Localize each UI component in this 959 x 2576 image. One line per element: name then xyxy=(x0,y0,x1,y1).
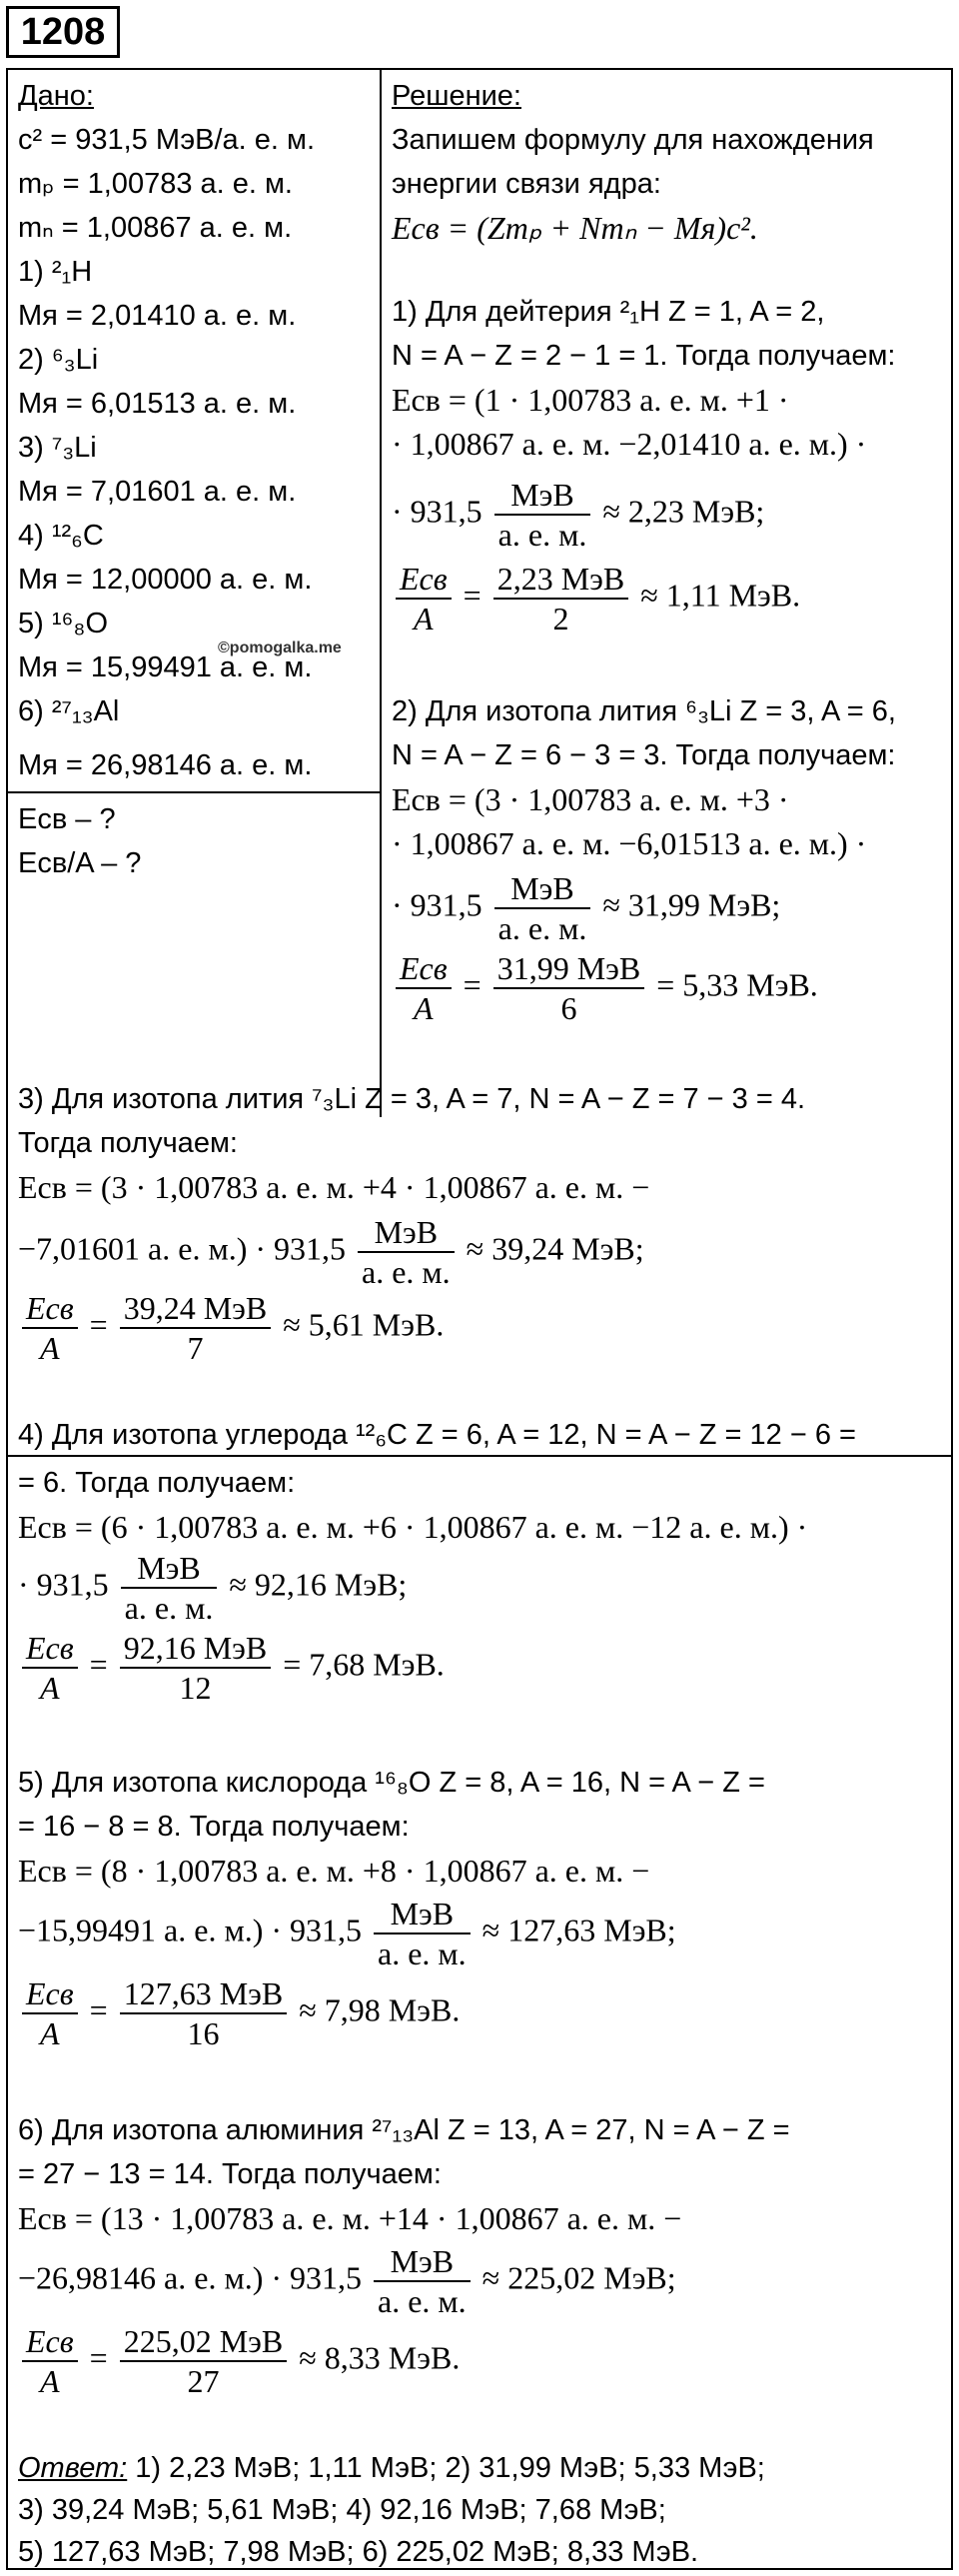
given-line: 3) ⁷₃Li xyxy=(18,432,97,464)
given-line: 2) ⁶₃Li xyxy=(18,344,99,376)
s2-ratio-num: Eсв xyxy=(396,949,452,989)
given-line: 5) ¹⁶₈O xyxy=(18,608,109,640)
s6-ratio-frac xyxy=(22,2322,78,2400)
s3-unit-den: а. е. м. xyxy=(362,1254,451,1290)
given-line: mₚ = 1,00783 а. е. м. xyxy=(18,168,293,200)
s5-unit-den: а. е. м. xyxy=(378,1935,467,1971)
s4-ratio-den: A xyxy=(40,1670,60,1706)
given-line: 6) ²⁷₁₃Al xyxy=(18,695,120,727)
s3-value-num: 39,24 МэВ xyxy=(120,1289,272,1329)
s4-value-num: 92,16 МэВ xyxy=(120,1629,272,1669)
s2-unit-num: МэВ xyxy=(494,869,591,909)
s4-ratio-num: Eсв xyxy=(22,1629,78,1669)
s1-ratio-den: A xyxy=(414,601,434,637)
s2-ratio-line xyxy=(392,949,818,1027)
s6-product-line xyxy=(18,2242,676,2320)
s3-result: ≈ 39,24 МэВ; xyxy=(466,1230,644,1267)
s6-ratio-den: A xyxy=(40,2363,60,2399)
s5-line: 5) Для изотопа кислорода ¹⁶₈O Z = 8, A = 16, N = A − Z = xyxy=(18,1767,765,1799)
watermark: ©pomogalka.me xyxy=(218,640,342,656)
s1-unit-den: а. е. м. xyxy=(497,517,587,553)
s2-line: Eсв = (3 · 1,00783 а. е. м. +3 · xyxy=(392,781,789,817)
answer-line: 3) 39,24 МэВ; 5,61 МэВ; 4) 92,16 МэВ; 7,68 МэВ; xyxy=(18,2494,666,2526)
s1-const: · 931,5 xyxy=(392,493,482,530)
given-line: 4) ¹²₆C xyxy=(18,520,104,552)
s4-line: 4) Для изотопа углерода ¹²₆C Z = 6, A = 12, N = A − Z = 12 − 6 = xyxy=(18,1419,856,1451)
s1-line: 1) Для дейтерия ²₁H Z = 1, A = 2, xyxy=(392,296,825,328)
s2-const: · 931,5 xyxy=(392,886,482,923)
s4-ratio-line xyxy=(18,1629,445,1707)
s2-value-den: 6 xyxy=(560,990,577,1026)
s5-const: −15,99491 а. е. м.) · 931,5 xyxy=(18,1912,363,1948)
s4-ratio-frac xyxy=(22,1629,78,1707)
s6-ratio-num: Eсв xyxy=(22,2322,78,2362)
s1-eq: = xyxy=(463,577,481,614)
s2-value-frac xyxy=(493,949,645,1027)
s3-line: Тогда получаем: xyxy=(18,1127,238,1159)
s5-ratio-den: A xyxy=(40,2015,60,2051)
s3-unit-frac xyxy=(358,1213,455,1291)
s5-unit-frac xyxy=(374,1895,471,1972)
s5-value-num: 127,63 МэВ xyxy=(120,1974,288,2014)
s4-value-frac xyxy=(120,1629,272,1707)
s1-value-den: 2 xyxy=(552,601,569,637)
s5-ratio-num: Eсв xyxy=(22,1974,78,2014)
s3-ratio-den: A xyxy=(40,1330,60,1366)
s5-value-frac xyxy=(120,1974,288,2052)
solution-title: Решение: xyxy=(392,80,521,112)
given-line: Mя = 7,01601 а. е. м. xyxy=(18,476,297,508)
s6-value-frac xyxy=(120,2322,288,2400)
given-line: c² = 931,5 МэВ/а. е. м. xyxy=(18,124,315,156)
s2-eq: = xyxy=(463,966,481,1003)
s6-ratio-result: ≈ 8,33 МэВ. xyxy=(299,2339,461,2376)
s2-line: 2) Для изотопа лития ⁶₃Li Z = 3, A = 6, xyxy=(392,695,896,727)
s5-line: Eсв = (8 · 1,00783 а. е. м. +8 · 1,00867 а. е. м. − xyxy=(18,1853,650,1889)
s1-line: N = A − Z = 2 − 1 = 1. Тогда получаем: xyxy=(392,340,896,372)
s1-value-frac xyxy=(493,560,629,638)
given-line: Mя = 2,01410 а. е. м. xyxy=(18,300,297,332)
s3-product-line xyxy=(18,1213,644,1291)
s5-ratio-result: ≈ 7,98 МэВ. xyxy=(299,1991,461,2028)
given-line: mₙ = 1,00867 а. е. м. xyxy=(18,212,293,244)
s6-eq: = xyxy=(89,2339,108,2376)
s6-line: Eсв = (13 · 1,00783 а. е. м. +14 · 1,00867 а. е. м. − xyxy=(18,2200,682,2236)
s5-unit-num: МэВ xyxy=(374,1895,471,1934)
s2-line: · 1,00867 а. е. м. −6,01513 а. е. м.) · xyxy=(392,825,867,861)
s4-ratio-result: = 7,68 МэВ. xyxy=(283,1646,445,1683)
s6-line: = 27 − 13 = 14. Тогда получаем: xyxy=(18,2158,442,2190)
s5-line: = 16 − 8 = 8. Тогда получаем: xyxy=(18,1811,410,1843)
s3-ratio-line xyxy=(18,1289,444,1367)
answer-text: 1) 2,23 МэВ; 1,11 МэВ; 2) 31,99 МэВ; 5,33 МэВ; xyxy=(127,2452,765,2484)
s4-value-den: 12 xyxy=(179,1670,212,1706)
binding-energy-formula: Eсв = (Zmₚ + Nmₙ − Mя)c². xyxy=(392,210,758,246)
problem-number: 1208 xyxy=(6,6,120,58)
s3-ratio-result: ≈ 5,61 МэВ. xyxy=(283,1306,445,1343)
s5-ratio-frac xyxy=(22,1974,78,2052)
s3-line: Eсв = (3 · 1,00783 а. е. м. +4 · 1,00867 а. е. м. − xyxy=(18,1169,650,1205)
s6-value-num: 225,02 МэВ xyxy=(120,2322,288,2362)
given-line: Mя = 12,00000 а. е. м. xyxy=(18,564,313,596)
s4-product-line xyxy=(18,1549,407,1627)
s5-eq: = xyxy=(89,1991,108,2028)
s6-line: 6) Для изотопа алюминия ²⁷₁₃Al Z = 13, A = 27, N = A − Z = xyxy=(18,2114,790,2146)
s4-const: · 931,5 xyxy=(18,1566,109,1603)
given-line: 1) ²₁H xyxy=(18,256,93,288)
s5-value-den: 16 xyxy=(187,2015,220,2051)
answer-line xyxy=(18,2446,765,2490)
s4-eq: = xyxy=(89,1646,108,1683)
answer-label: Ответ: xyxy=(18,2452,128,2484)
s3-eq: = xyxy=(89,1306,108,1343)
s3-unit-num: МэВ xyxy=(358,1213,455,1253)
s6-unit-num: МэВ xyxy=(374,2242,471,2282)
s6-unit-den: а. е. м. xyxy=(378,2283,467,2319)
s1-unit-frac xyxy=(494,476,591,554)
given-line: Mя = 6,01513 а. е. м. xyxy=(18,388,297,420)
solution-intro: Запишем формулу для нахождения xyxy=(392,124,874,156)
s1-ratio-num: Eсв xyxy=(396,560,452,600)
s2-product-line xyxy=(392,869,780,947)
s2-unit-frac xyxy=(494,869,591,947)
given-divider xyxy=(380,68,382,1117)
s6-value-den: 27 xyxy=(187,2363,220,2399)
s2-ratio-frac xyxy=(396,949,452,1027)
s2-ratio-result: = 5,33 МэВ. xyxy=(656,966,818,1003)
s1-ratio-result: ≈ 1,11 МэВ. xyxy=(640,577,801,614)
s2-result: ≈ 31,99 МэВ; xyxy=(602,886,781,923)
s1-result: ≈ 2,23 МэВ; xyxy=(602,493,765,530)
s2-value-num: 31,99 МэВ xyxy=(493,949,645,989)
s2-line: N = A − Z = 6 − 3 = 3. Тогда получаем: xyxy=(392,739,896,771)
s4-result: ≈ 92,16 МэВ; xyxy=(229,1566,408,1603)
s4-unit-den: а. е. м. xyxy=(124,1590,214,1626)
find-line: Eсв – ? xyxy=(18,803,116,835)
given-line: Mя = 26,98146 а. е. м. xyxy=(18,749,313,781)
s3-line: 3) Для изотопа лития ⁷₃Li Z = 3, A = 7, N = A − Z = 7 − 3 = 4. xyxy=(18,1083,806,1115)
s1-ratio-line xyxy=(392,560,800,638)
s6-const: −26,98146 а. е. м.) · 931,5 xyxy=(18,2259,363,2296)
given-title: Дано: xyxy=(18,80,94,112)
s3-value-frac xyxy=(120,1289,272,1367)
s1-value-num: 2,23 МэВ xyxy=(493,560,629,600)
s2-ratio-den: A xyxy=(414,990,434,1026)
s3-ratio-frac xyxy=(22,1289,78,1367)
s6-ratio-line xyxy=(18,2322,460,2400)
s1-product-line xyxy=(392,476,764,554)
s3-value-den: 7 xyxy=(187,1330,204,1366)
given-line: Mя = 15,99491 а. е. м. xyxy=(18,651,313,683)
s1-ratio-frac xyxy=(396,560,452,638)
find-line: Eсв/A – ? xyxy=(18,847,142,879)
s5-product-line xyxy=(18,1895,676,1972)
s3-const: −7,01601 а. е. м.) · 931,5 xyxy=(18,1230,347,1267)
s1-unit-num: МэВ xyxy=(494,476,591,516)
s1-line: Eсв = (1 · 1,00783 а. е. м. +1 · xyxy=(392,382,789,418)
s6-unit-frac xyxy=(374,2242,471,2320)
s4-line: Eсв = (6 · 1,00783 а. е. м. +6 · 1,00867 а. е. м. −12 а. е. м.) · xyxy=(18,1509,808,1545)
s4-unit-num: МэВ xyxy=(121,1549,218,1589)
s4-line: = 6. Тогда получаем: xyxy=(18,1467,296,1499)
s5-ratio-line xyxy=(18,1974,460,2052)
answer-line: 5) 127,63 МэВ; 7,98 МэВ; 6) 225,02 МэВ; 8,33 МэВ. xyxy=(18,2536,699,2568)
s3-ratio-num: Eсв xyxy=(22,1289,78,1329)
s1-line: · 1,00867 а. е. м. −2,01410 а. е. м.) · xyxy=(392,426,867,462)
s4-unit-frac xyxy=(121,1549,218,1627)
s2-unit-den: а. е. м. xyxy=(497,910,587,946)
find-divider xyxy=(6,791,380,793)
solution-intro: энергии связи ядра: xyxy=(392,168,661,200)
s5-result: ≈ 127,63 МэВ; xyxy=(481,1912,676,1948)
s6-result: ≈ 225,02 МэВ; xyxy=(481,2259,676,2296)
